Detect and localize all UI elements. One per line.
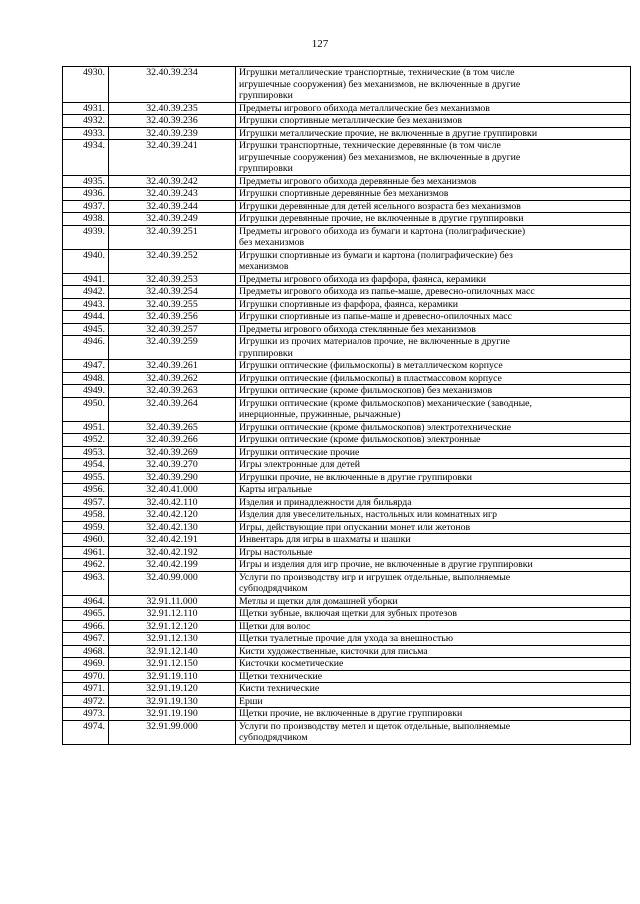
code-cell: 32.91.19.120 xyxy=(109,683,236,696)
row-number-cell: 4933. xyxy=(63,127,109,140)
code-cell: 32.40.39.253 xyxy=(109,273,236,286)
row-number-cell: 4971. xyxy=(63,683,109,696)
table-body xyxy=(63,67,631,745)
code-cell: 32.40.39.241 xyxy=(109,140,236,176)
code-cell: 32.91.12.130 xyxy=(109,633,236,646)
row-number-cell: 4938. xyxy=(63,213,109,226)
table-row xyxy=(63,188,631,201)
name-cell: Предметы игрового обихода металлические без механизмов xyxy=(236,102,631,115)
code-cell: 32.40.39.290 xyxy=(109,471,236,484)
code-cell: 32.40.39.239 xyxy=(109,127,236,140)
name-cell: Щетки прочие, не включенные в другие группировки xyxy=(236,708,631,721)
table-row xyxy=(63,323,631,336)
table-row xyxy=(63,521,631,534)
row-number-cell: 4970. xyxy=(63,670,109,683)
code-cell: 32.40.39.264 xyxy=(109,397,236,421)
row-number-cell: 4942. xyxy=(63,286,109,299)
table-row xyxy=(63,559,631,572)
code-cell: 32.40.39.234 xyxy=(109,67,236,103)
table-row xyxy=(63,708,631,721)
name-cell: Игрушки из прочих материалов прочие, не включенные в другие группировки xyxy=(236,336,631,360)
code-cell: 32.40.39.255 xyxy=(109,298,236,311)
table-row xyxy=(63,595,631,608)
name-cell: Игрушки оптические (фильмоскопы) в металлическом корпусе xyxy=(236,360,631,373)
row-number-cell: 4950. xyxy=(63,397,109,421)
classification-table xyxy=(62,66,631,745)
table-row xyxy=(63,446,631,459)
name-cell: Игрушки спортивные из бумаги и картона (полиграфические) без механизмов xyxy=(236,249,631,273)
code-cell: 32.40.39.252 xyxy=(109,249,236,273)
name-cell: Игрушки деревянные для детей ясельного возраста без механизмов xyxy=(236,200,631,213)
row-number-cell: 4960. xyxy=(63,534,109,547)
table-row xyxy=(63,67,631,103)
row-number-cell: 4966. xyxy=(63,620,109,633)
row-number-cell: 4965. xyxy=(63,608,109,621)
code-cell: 32.91.12.120 xyxy=(109,620,236,633)
code-cell: 32.40.39.262 xyxy=(109,372,236,385)
name-cell: Инвентарь для игры в шахматы и шашки xyxy=(236,534,631,547)
name-cell: Услуги по производству игр и игрушек отдельные, выполняемые субподрядчиком xyxy=(236,571,631,595)
row-number-cell: 4961. xyxy=(63,546,109,559)
table-row xyxy=(63,571,631,595)
code-cell: 32.40.39.249 xyxy=(109,213,236,226)
name-cell: Игры, действующие при опускании монет или жетонов xyxy=(236,521,631,534)
row-number-cell: 4934. xyxy=(63,140,109,176)
name-cell: Игрушки оптические (кроме фильмоскопов) электронные xyxy=(236,434,631,447)
row-number-cell: 4931. xyxy=(63,102,109,115)
code-cell: 32.40.39.265 xyxy=(109,421,236,434)
table-row xyxy=(63,695,631,708)
code-cell: 32.40.39.259 xyxy=(109,336,236,360)
code-cell: 32.91.19.190 xyxy=(109,708,236,721)
name-cell: Изделия и принадлежности для бильярда xyxy=(236,496,631,509)
code-cell: 32.40.42.130 xyxy=(109,521,236,534)
code-cell: 32.91.12.140 xyxy=(109,645,236,658)
table-row xyxy=(63,534,631,547)
table-row xyxy=(63,670,631,683)
code-cell: 32.91.99.000 xyxy=(109,720,236,744)
row-number-cell: 4947. xyxy=(63,360,109,373)
row-number-cell: 4957. xyxy=(63,496,109,509)
code-cell: 32.40.39.244 xyxy=(109,200,236,213)
row-number-cell: 4955. xyxy=(63,471,109,484)
code-cell: 32.40.42.120 xyxy=(109,509,236,522)
table-row xyxy=(63,509,631,522)
name-cell: Щетки туалетные прочие для ухода за внешностью xyxy=(236,633,631,646)
row-number-cell: 4958. xyxy=(63,509,109,522)
row-number-cell: 4937. xyxy=(63,200,109,213)
row-number-cell: 4936. xyxy=(63,188,109,201)
name-cell: Щетки зубные, включая щетки для зубных протезов xyxy=(236,608,631,621)
name-cell: Услуги по производству метел и щеток отдельные, выполняемые субподрядчиком xyxy=(236,720,631,744)
code-cell: 32.40.42.110 xyxy=(109,496,236,509)
row-number-cell: 4949. xyxy=(63,385,109,398)
name-cell: Игры электронные для детей xyxy=(236,459,631,472)
name-cell: Игрушки оптические (кроме фильмоскопов) электротехнические xyxy=(236,421,631,434)
name-cell: Предметы игрового обихода из фарфора, фаянса, керамики xyxy=(236,273,631,286)
table-row xyxy=(63,720,631,744)
code-cell: 32.40.39.257 xyxy=(109,323,236,336)
row-number-cell: 4943. xyxy=(63,298,109,311)
code-cell: 32.40.39.256 xyxy=(109,311,236,324)
row-number-cell: 4954. xyxy=(63,459,109,472)
name-cell: Кисти технические xyxy=(236,683,631,696)
name-cell: Игрушки металлические транспортные, технические (в том числе игрушечные сооружения) без механизмов, не включенные в другие группировки xyxy=(236,67,631,103)
row-number-cell: 4951. xyxy=(63,421,109,434)
table-row xyxy=(63,496,631,509)
code-cell: 32.40.39.270 xyxy=(109,459,236,472)
table-row xyxy=(63,298,631,311)
table-row xyxy=(63,286,631,299)
code-cell: 32.91.11.000 xyxy=(109,595,236,608)
code-cell: 32.40.42.199 xyxy=(109,559,236,572)
page-number: 127 xyxy=(311,38,329,50)
row-number-cell: 4941. xyxy=(63,273,109,286)
name-cell: Кисточки косметические xyxy=(236,658,631,671)
row-number-cell: 4964. xyxy=(63,595,109,608)
table-row xyxy=(63,645,631,658)
name-cell: Игрушки транспортные, технические деревянные (в том числе игрушечные сооружения) без механизмов, не включенные в другие группировки xyxy=(236,140,631,176)
table-row xyxy=(63,360,631,373)
table-row xyxy=(63,372,631,385)
table-row xyxy=(63,102,631,115)
table-row xyxy=(63,115,631,128)
row-number-cell: 4963. xyxy=(63,571,109,595)
name-cell: Щетки технические xyxy=(236,670,631,683)
name-cell: Игрушки деревянные прочие, не включенные в другие группировки xyxy=(236,213,631,226)
row-number-cell: 4968. xyxy=(63,645,109,658)
name-cell: Игрушки оптические (фильмоскопы) в пластмассовом корпусе xyxy=(236,372,631,385)
name-cell: Щетки для волос xyxy=(236,620,631,633)
code-cell: 32.91.12.150 xyxy=(109,658,236,671)
row-number-cell: 4932. xyxy=(63,115,109,128)
row-number-cell: 4967. xyxy=(63,633,109,646)
table-row xyxy=(63,249,631,273)
code-cell: 32.40.42.191 xyxy=(109,534,236,547)
row-number-cell: 4972. xyxy=(63,695,109,708)
table-row xyxy=(63,397,631,421)
code-cell: 32.40.39.251 xyxy=(109,225,236,249)
name-cell: Карты игральные xyxy=(236,484,631,497)
name-cell: Предметы игрового обихода из папье-маше, древесно-опилочных масс xyxy=(236,286,631,299)
name-cell: Кисти художественные, кисточки для письма xyxy=(236,645,631,658)
code-cell: 32.40.39.254 xyxy=(109,286,236,299)
table-row xyxy=(63,434,631,447)
row-number-cell: 4956. xyxy=(63,484,109,497)
table-row xyxy=(63,546,631,559)
row-number-cell: 4962. xyxy=(63,559,109,572)
code-cell: 32.91.19.130 xyxy=(109,695,236,708)
code-cell: 32.40.39.236 xyxy=(109,115,236,128)
name-cell: Предметы игрового обихода стеклянные без механизмов xyxy=(236,323,631,336)
row-number-cell: 4973. xyxy=(63,708,109,721)
table-row xyxy=(63,421,631,434)
name-cell: Ерши xyxy=(236,695,631,708)
code-cell: 32.40.39.263 xyxy=(109,385,236,398)
table-row xyxy=(63,484,631,497)
table-row xyxy=(63,175,631,188)
row-number-cell: 4969. xyxy=(63,658,109,671)
code-cell: 32.40.39.261 xyxy=(109,360,236,373)
row-number-cell: 4952. xyxy=(63,434,109,447)
name-cell: Игрушки спортивные металлические без механизмов xyxy=(236,115,631,128)
table-row xyxy=(63,140,631,176)
name-cell: Игрушки спортивные из фарфора, фаянса, керамики xyxy=(236,298,631,311)
table-row xyxy=(63,471,631,484)
name-cell: Игры и изделия для игр прочие, не включенные в другие группировки xyxy=(236,559,631,572)
table-row xyxy=(63,213,631,226)
name-cell: Изделия для увеселительных, настольных или комнатных игр xyxy=(236,509,631,522)
name-cell: Игрушки оптические (кроме фильмоскопов) механические (заводные, инерционные, пружинные, рычажные) xyxy=(236,397,631,421)
table-row xyxy=(63,385,631,398)
code-cell: 32.40.39.266 xyxy=(109,434,236,447)
table-row xyxy=(63,225,631,249)
row-number-cell: 4959. xyxy=(63,521,109,534)
table-row xyxy=(63,658,631,671)
name-cell: Игрушки металлические прочие, не включенные в другие группировки xyxy=(236,127,631,140)
table-row xyxy=(63,608,631,621)
row-number-cell: 4930. xyxy=(63,67,109,103)
row-number-cell: 4945. xyxy=(63,323,109,336)
row-number-cell: 4948. xyxy=(63,372,109,385)
row-number-cell: 4953. xyxy=(63,446,109,459)
name-cell: Игрушки прочие, не включенные в другие группировки xyxy=(236,471,631,484)
name-cell: Предметы игрового обихода из бумаги и картона (полиграфические) без механизмов xyxy=(236,225,631,249)
row-number-cell: 4939. xyxy=(63,225,109,249)
table-row xyxy=(63,620,631,633)
name-cell: Предметы игрового обихода деревянные без механизмов xyxy=(236,175,631,188)
row-number-cell: 4974. xyxy=(63,720,109,744)
name-cell: Игрушки спортивные из папье-маше и древесно-опилочных масс xyxy=(236,311,631,324)
code-cell: 32.40.39.269 xyxy=(109,446,236,459)
table-row xyxy=(63,683,631,696)
name-cell: Игрушки оптические (кроме фильмоскопов) без механизмов xyxy=(236,385,631,398)
table-row xyxy=(63,311,631,324)
code-cell: 32.40.99.000 xyxy=(109,571,236,595)
name-cell: Игрушки оптические прочие xyxy=(236,446,631,459)
code-cell: 32.40.39.235 xyxy=(109,102,236,115)
table-row xyxy=(63,273,631,286)
code-cell: 32.91.19.110 xyxy=(109,670,236,683)
code-cell: 32.40.39.243 xyxy=(109,188,236,201)
code-cell: 32.40.39.242 xyxy=(109,175,236,188)
name-cell: Игрушки спортивные деревянные без механизмов xyxy=(236,188,631,201)
code-cell: 32.40.41.000 xyxy=(109,484,236,497)
name-cell: Игры настольные xyxy=(236,546,631,559)
row-number-cell: 4935. xyxy=(63,175,109,188)
row-number-cell: 4940. xyxy=(63,249,109,273)
table-row xyxy=(63,459,631,472)
code-cell: 32.40.42.192 xyxy=(109,546,236,559)
row-number-cell: 4944. xyxy=(63,311,109,324)
table-row xyxy=(63,336,631,360)
table-row xyxy=(63,633,631,646)
name-cell: Метлы и щетки для домашней уборки xyxy=(236,595,631,608)
table-row xyxy=(63,127,631,140)
row-number-cell: 4946. xyxy=(63,336,109,360)
code-cell: 32.91.12.110 xyxy=(109,608,236,621)
table-row xyxy=(63,200,631,213)
